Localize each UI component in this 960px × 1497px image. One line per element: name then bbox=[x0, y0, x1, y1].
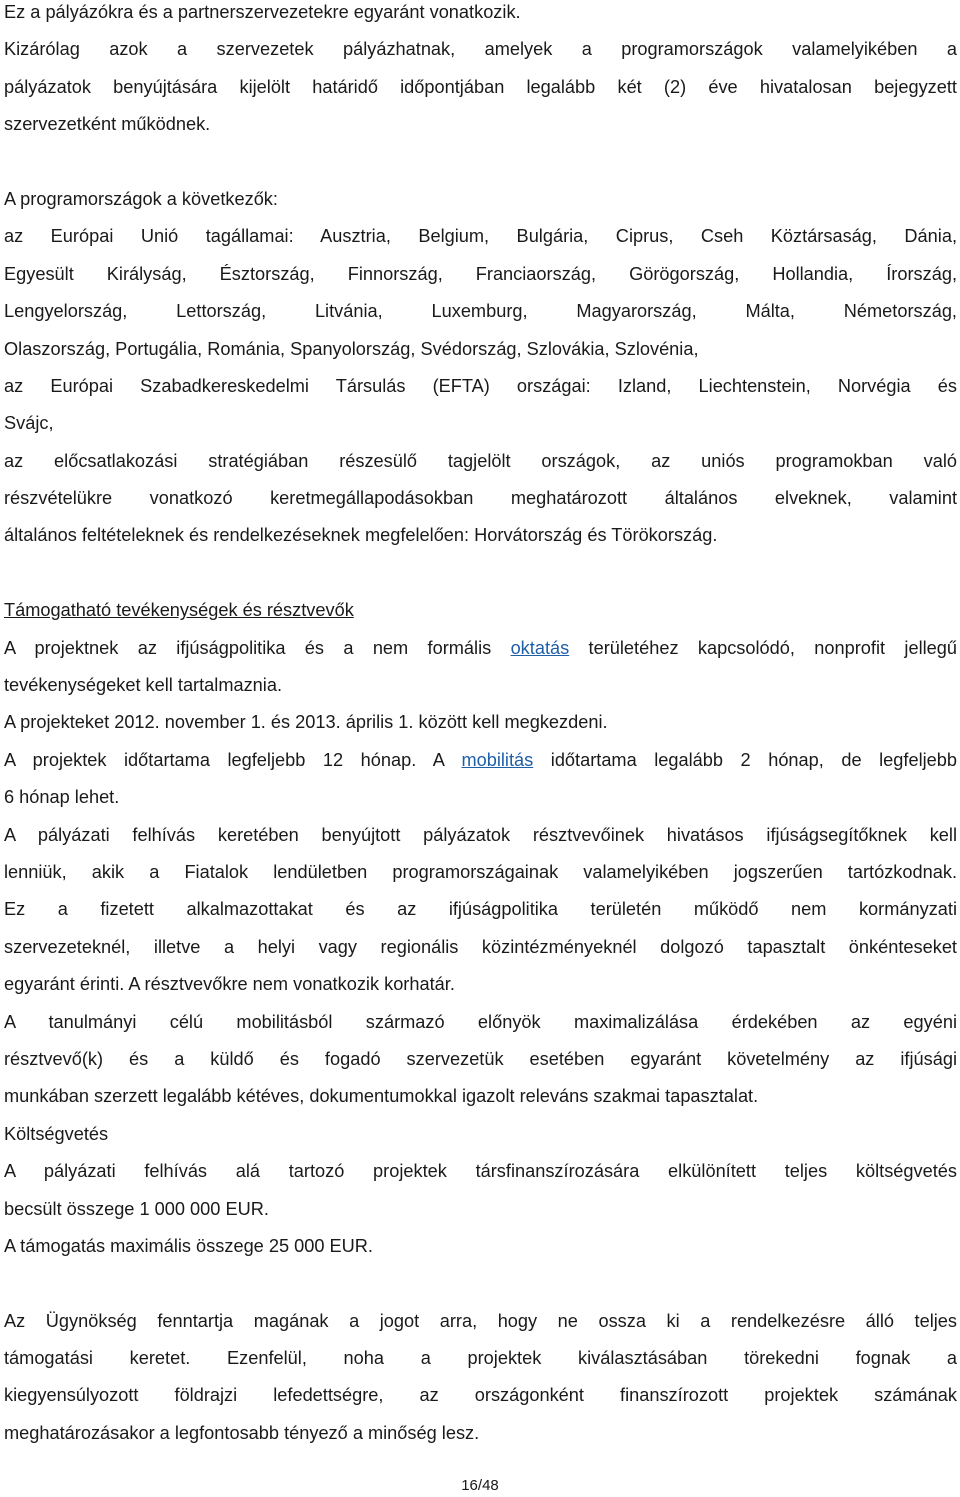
efta-countries-line: Svájc, bbox=[4, 413, 54, 434]
agency-reservation-line: Az Ügynökség fenntartja magának a jogot arra, hogy ne ossza ki a rendelkezésre álló teljes bbox=[4, 1310, 957, 1331]
mobility-link[interactable]: mobilitás bbox=[461, 749, 534, 770]
paragraph-gap bbox=[4, 1265, 957, 1302]
project-start-line: A projekteket 2012. november 1. és 2013. április 1. között kell megkezdeni. bbox=[4, 712, 608, 733]
budget-text-line: becsült összege 1 000 000 EUR. bbox=[4, 1198, 269, 1219]
eligibility-text-line: Kizárólag azok a szervezetek pályázhatnak, amelyek a programországok valamelyikében a bbox=[4, 39, 957, 60]
participants-text-line: A pályázati felhívás keretében benyújtott pályázatok résztvevőinek hivatásos ifjúságsegítőknek kell bbox=[4, 824, 957, 845]
budget-text-line: A pályázati felhívás alá tartozó projektek társfinanszírozására elkülönített teljes költségvetés bbox=[4, 1161, 957, 1182]
agency-reservation-line: meghatározásakor a legfontosabb tényező a minőség lesz. bbox=[4, 1422, 480, 1443]
eu-member-states-line: Lengyelország, Lettország, Litvánia, Luxemburg, Magyarország, Málta, Németország, bbox=[4, 301, 957, 322]
education-link[interactable]: oktatás bbox=[510, 637, 570, 658]
activities-text-segment: A projektnek az ifjúságpolitika és a nem formális bbox=[4, 637, 511, 658]
activities-text-segment: területéhez kapcsolódó, nonprofit jellegű bbox=[569, 637, 957, 658]
max-grant-line: A támogatás maximális összege 25 000 EUR. bbox=[4, 1235, 373, 1256]
document-page bbox=[4, 0, 957, 1452]
eligible-activities-heading: Támogatható tevékenységek és résztvevők bbox=[4, 600, 354, 621]
mobility-benefits-line: munkában szerzett legalább kétéves, dokumentumokkal igazolt releváns szakmai tapasztalat. bbox=[4, 1086, 759, 1107]
eu-member-states-line: Olaszország, Portugália, Románia, Spanyolország, Svédország, Szlovákia, Szlovénia, bbox=[4, 338, 699, 359]
agency-reservation-line: támogatási keretet. Ezenfelül, noha a projektek kiválasztásában törekedni fognak a bbox=[4, 1348, 957, 1369]
agency-reservation-line: kiegyensúlyozott földrajzi lefedettségre, az országonként finanszírozott projektek számának bbox=[4, 1385, 957, 1406]
eligibility-text-line: szervezetként működnek. bbox=[4, 114, 211, 135]
paragraph-gap bbox=[4, 144, 957, 181]
activities-text-line: tevékenységeket kell tartalmaznia. bbox=[4, 675, 283, 696]
project-duration-line: 6 hónap lehet. bbox=[4, 787, 120, 808]
duration-text-segment: A projektek időtartama legfeljebb 12 hónap. A bbox=[4, 749, 462, 770]
candidate-countries-line: részvételükre vonatkozó keretmegállapodásokban meghatározott általános elveknek, valamint bbox=[4, 488, 957, 509]
page-number: 16/48 bbox=[461, 1477, 499, 1494]
duration-text-segment: időtartama legalább 2 hónap, de legfeljebb bbox=[533, 749, 957, 770]
participants-text-line: lenniük, akik a Fiatalok lendületben programországainak valamelyikében jogszerűen tartózkodnak. bbox=[4, 861, 957, 882]
mobility-benefits-line: A tanulmányi célú mobilitásból származó előnyök maximalizálása érdekében az egyéni bbox=[4, 1011, 957, 1032]
participants-text-line: egyaránt érinti. A résztvevőkre nem vonatkozik korhatár. bbox=[4, 974, 455, 995]
eligibility-text-line: pályázatok benyújtására kijelölt határidő időpontjában legalább két (2) éve hivatalosan bejegyzett bbox=[4, 76, 957, 97]
candidate-countries-line: az előcsatlakozási stratégiában részesülő tagjelölt országok, az uniós programokban való bbox=[4, 450, 957, 471]
participants-text-line: Ez a fizetett alkalmazottakat és az ifjúságpolitika területén működő nem kormányzati bbox=[4, 899, 957, 920]
mobility-benefits-line: résztvevő(k) és a küldő és fogadó szervezetük esetében egyaránt követelmény az ifjúsági bbox=[4, 1048, 957, 1069]
eligibility-note: Ez a pályázókra és a partnerszervezetekre egyaránt vonatkozik. bbox=[4, 2, 521, 22]
eu-member-states-line: Egyesült Királyság, Észtország, Finnország, Franciaország, Görögország, Hollandia, Írország, bbox=[4, 263, 957, 284]
paragraph-gap bbox=[4, 555, 957, 592]
activities-text-line bbox=[4, 630, 957, 667]
candidate-countries-line: általános feltételeknek és rendelkezéseknek megfelelően: Horvátország és Törökország. bbox=[4, 525, 718, 546]
participants-text-line: szervezeteknél, illetve a helyi vagy regionális közintézményeknél dolgozó tapasztalt önkénteseket bbox=[4, 936, 957, 957]
program-countries-heading: A programországok a következők: bbox=[4, 188, 278, 209]
project-duration-line bbox=[4, 742, 957, 779]
eu-member-states-line: az Európai Unió tagállamai: Ausztria, Belgium, Bulgária, Ciprus, Cseh Köztársaság, Dánia, bbox=[4, 226, 957, 247]
budget-heading: Költségvetés bbox=[4, 1123, 109, 1144]
efta-countries-line: az Európai Szabadkereskedelmi Társulás (EFTA) országai: Izland, Liechtenstein, Norvégia és bbox=[4, 375, 957, 396]
